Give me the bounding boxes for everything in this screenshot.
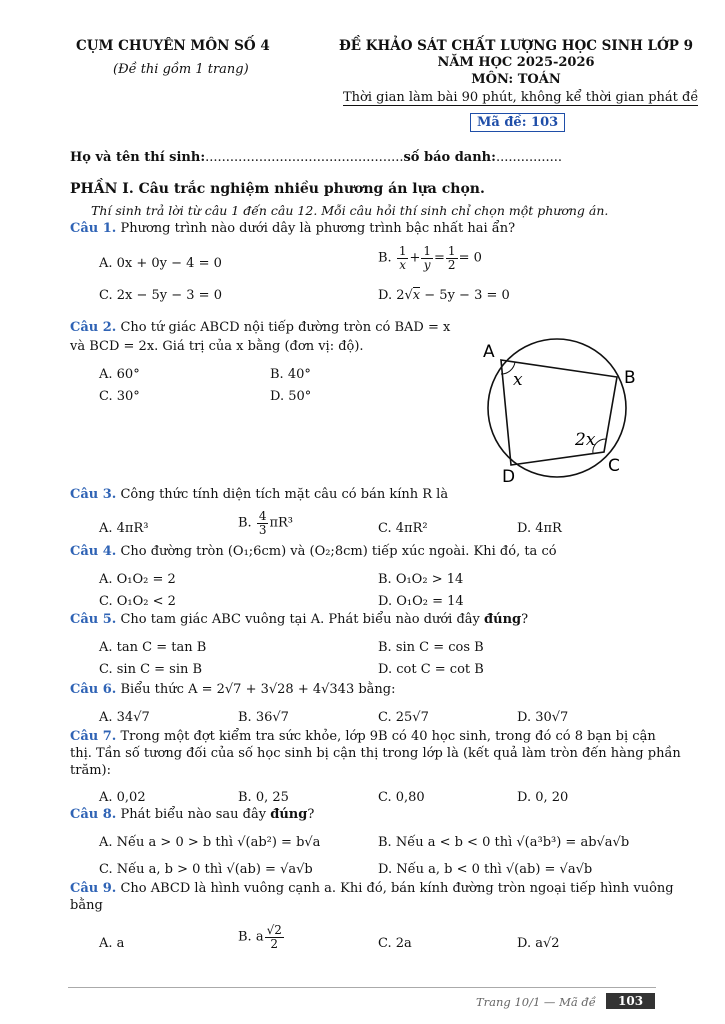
- q9-option-d: D. a√2: [517, 936, 560, 951]
- vertex-a: A: [483, 342, 495, 362]
- q4-option-b: B. O₁O₂ > 14: [378, 572, 464, 587]
- q8-text: Phát biểu nào sau đây: [120, 807, 267, 822]
- q8-option-c: C. Nếu a, b > 0 thì √(ab) = √a√b: [99, 862, 313, 877]
- q2-option-d: D. 50°: [270, 389, 312, 404]
- q2-stem-1: [70, 320, 450, 335]
- q6-label: Câu 6.: [70, 682, 117, 697]
- q7-text1: Trong một đợt kiểm tra sức khỏe, lớp 9B có 40 học sinh, trong đó có 8 bạn bị cận: [120, 729, 656, 744]
- q8-strong: đúng: [270, 807, 308, 822]
- exam-code: [470, 115, 565, 130]
- q9-option-b: B. a $\frac{√2}{2}$: [238, 923, 282, 951]
- header-left-sub: (Đề thi gồm 1 trang): [113, 62, 249, 77]
- q5-option-b: B. sin C = cos B: [378, 640, 484, 655]
- q1-d-tail: − 5y − 3 = 0: [424, 288, 510, 303]
- q9-text1: Cho ABCD là hình vuông cạnh a. Khi đó, bán kính đường tròn ngoại tiếp hình vuông: [120, 881, 674, 896]
- q1-d-rad: x: [412, 288, 421, 303]
- id-dots: ................: [495, 150, 563, 165]
- q8-end: ?: [307, 807, 315, 822]
- q4-option-c: C. O₁O₂ < 2: [99, 594, 176, 609]
- student-info-line: [70, 150, 562, 165]
- q2-label: Câu 2.: [70, 320, 117, 335]
- q2-stem-2: và BCD = 2x. Giá trị của x bằng (đơn vị: độ).: [70, 339, 364, 354]
- q9-stem-1: [70, 881, 674, 896]
- q3-b-tail: πR³: [269, 515, 294, 531]
- q3-option-a: A. 4πR³: [99, 521, 149, 536]
- q8-option-a: A. Nếu a > 0 > b thì √(ab²) = b√a: [99, 835, 321, 850]
- footer-code: 103: [606, 993, 655, 1009]
- q8-stem: [70, 807, 314, 822]
- q2-option-a: A. 60°: [99, 367, 140, 382]
- cyclic-quadrilateral-figure: [478, 335, 648, 485]
- q2-option-c: C. 30°: [99, 389, 140, 404]
- q3-option-b: B. $\frac{4}{3}$ πR³: [238, 509, 294, 537]
- q1-option-a: A. 0x + 0y − 4 = 0: [99, 256, 222, 271]
- q1-option-b: B. $\frac{1}{x}$ + $\frac{1}{y}$ = $\frac{1}{2}$ = 0: [378, 244, 482, 272]
- q3-stem: [70, 487, 448, 502]
- q5-strong: đúng: [484, 612, 522, 627]
- footer-page-text: Trang 10/1 — Mã đề: [476, 995, 596, 1009]
- header-subject: MÔN: TOÁN: [471, 72, 561, 87]
- q1-option-c: C. 2x − 5y − 3 = 0: [99, 288, 222, 303]
- q7-option-c: C. 0,80: [378, 790, 425, 805]
- q6-text: Biểu thức A = 2√7 + 3√28 + 4√343 bằng:: [120, 682, 396, 697]
- q1-label: Câu 1.: [70, 221, 117, 236]
- q6-option-b: B. 36√7: [238, 710, 289, 725]
- q7-stem-2: thị. Tần số tương đối của số học sinh bị cận thị trong lớp là (kết quả làm tròn đến hàng phần: [70, 746, 681, 761]
- vertex-d: D: [502, 467, 516, 485]
- q7-option-b: B. 0, 25: [238, 790, 289, 805]
- q4-option-a: A. O₁O₂ = 2: [99, 572, 176, 587]
- q6-stem: [70, 682, 396, 697]
- q9-option-a: A. a: [99, 936, 125, 951]
- footer-code-badge: [606, 994, 655, 1008]
- q1-b-tail: = 0: [458, 250, 482, 266]
- q4-label: Câu 4.: [70, 544, 117, 559]
- q7-option-a: A. 0,02: [99, 790, 146, 805]
- exam-code-box: Mã đề: 103: [470, 113, 565, 132]
- part1-instruction: Thí sinh trả lời từ câu 1 đến câu 12. Mỗi câu hỏi thí sinh chỉ chọn một phương án.: [91, 203, 609, 218]
- circumcircle: [488, 339, 626, 477]
- q8-option-d: D. Nếu a, b < 0 thì √(ab) = √a√b: [378, 862, 593, 877]
- q5-option-c: C. sin C = sin B: [99, 662, 203, 677]
- q1-b-prefix: B.: [378, 250, 392, 266]
- q6-option-d: D. 30√7: [517, 710, 569, 725]
- q1-option-d: [378, 288, 510, 303]
- q5-text: Cho tam giác ABC vuông tại A. Phát biểu nào dưới đây: [120, 612, 480, 627]
- q9-option-c: C. 2a: [378, 936, 412, 951]
- q5-option-d: D. cot C = cot B: [378, 662, 484, 677]
- part1-title: PHẦN I. Câu trắc nghiệm nhiều phương án lựa chọn.: [70, 181, 485, 197]
- q4-stem: [70, 544, 557, 559]
- q4-text: Cho đường tròn (O₁;6cm) và (O₂;8cm) tiếp xúc ngoài. Khi đó, ta có: [120, 544, 557, 559]
- q5-stem: [70, 612, 528, 627]
- q1-text: Phương trình nào dưới dây là phương trình bậc nhất hai ẩn?: [120, 221, 516, 236]
- q7-stem-3: trăm):: [70, 763, 111, 778]
- q9-label: Câu 9.: [70, 881, 117, 896]
- q7-label: Câu 7.: [70, 729, 117, 744]
- footer-rule: [68, 987, 656, 988]
- q3-option-d: D. 4πR: [517, 521, 562, 536]
- q5-label: Câu 5.: [70, 612, 117, 627]
- header-time: Thời gian làm bài 90 phút, không kể thời gian phát đề: [343, 90, 699, 105]
- q5-end: ?: [521, 612, 529, 627]
- q3-label: Câu 3.: [70, 487, 117, 502]
- header-left-title: CỤM CHUYÊN MÔN SỐ 4: [76, 38, 270, 54]
- id-label: số báo danh:: [403, 150, 496, 165]
- q6-option-a: A. 34√7: [99, 710, 150, 725]
- vertex-b: B: [624, 368, 636, 388]
- header-year: NĂM HỌC 2025-2026: [437, 55, 595, 70]
- vertex-c: C: [608, 456, 620, 476]
- q3-text: Công thức tính diện tích mặt câu có bán kính R là: [120, 487, 449, 502]
- q3-b-prefix: B.: [238, 515, 252, 531]
- q4-option-d: D. O₁O₂ = 14: [378, 594, 464, 609]
- q9-stem-2: bằng: [70, 898, 103, 913]
- q3-option-c: C. 4πR²: [378, 521, 428, 536]
- q5-option-a: A. tan C = tan B: [99, 640, 207, 655]
- name-dots: ................................................: [205, 150, 404, 165]
- angle-c-label: 2x: [575, 430, 596, 450]
- q8-label: Câu 8.: [70, 807, 117, 822]
- q8-option-b: B. Nếu a < b < 0 thì √(a³b³) = ab√a√b: [378, 835, 630, 850]
- q2-text1: Cho tứ giác ABCD nội tiếp đường tròn có BAD = x: [120, 320, 451, 335]
- q1-stem: [70, 221, 515, 236]
- q2-option-b: B. 40°: [270, 367, 311, 382]
- q6-option-c: C. 25√7: [378, 710, 429, 725]
- q9-b-prefix: B. a: [238, 929, 264, 945]
- q7-option-d: D. 0, 20: [517, 790, 569, 805]
- name-label: Họ và tên thí sinh:: [70, 150, 206, 165]
- angle-a-label: x: [513, 370, 523, 390]
- q1-d-prefix: D. 2: [378, 288, 405, 303]
- header-right-title: ĐỀ KHẢO SÁT CHẤT LƯỢNG HỌC SINH LỚP 9: [338, 38, 694, 54]
- q7-stem-1: [70, 729, 656, 744]
